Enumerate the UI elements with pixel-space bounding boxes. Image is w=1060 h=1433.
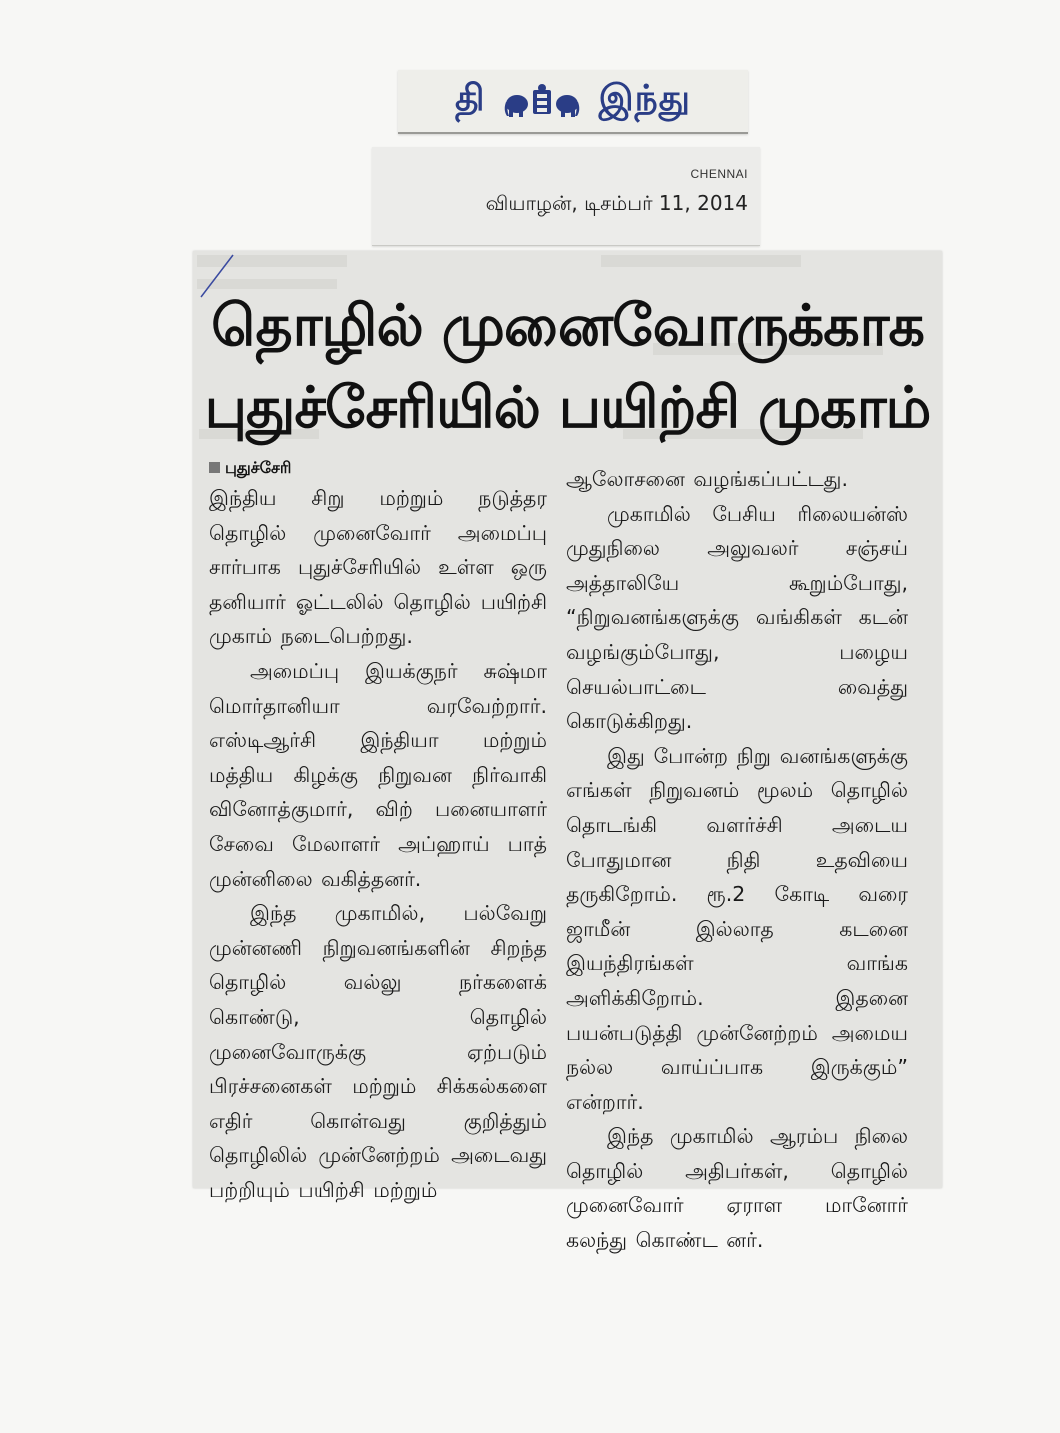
elephant-emblem-icon xyxy=(503,82,581,118)
headline-line-1: தொழில் முனைவோருக்காக xyxy=(211,293,924,359)
article-paragraph: அமைப்பு இயக்குநர் சுஷ்மா மொர்தானியா வரவேற்றார். எஸ்டிஆர்சி இந்தியா மற்றும் மத்திய கிழக்கு நிறுவன நிர்வாகி வினோத்குமார், விற் பனையாளர் சேவை மேலாளர் அப்ஹாய் பாத் முன்னிலை வகித்தனர். xyxy=(209,658,547,891)
article-column-right xyxy=(566,462,908,1258)
bleed-through-text xyxy=(601,255,801,267)
location-label: புதுச்சேரி xyxy=(225,458,292,477)
article-paragraph: இந்த முகாமில் ஆரம்ப நிலை தொழில் அதிபர்கள், தொழில் முனைவோர் ஏராள மானோர் கலந்து கொண்ட னர். xyxy=(566,1124,908,1253)
article-paragraph: ஆலோசனை வழங்கப்பட்டது. xyxy=(566,467,848,491)
logo-text-right: இந்து xyxy=(598,78,691,119)
newspaper-masthead xyxy=(398,70,748,134)
edition-city: CHENNAI xyxy=(690,167,748,181)
bullet-square-icon xyxy=(209,462,220,473)
dateline-clipping xyxy=(372,147,760,246)
publication-date: வியாழன், டிசம்பர் 11, 2014 xyxy=(485,191,748,215)
article-clipping xyxy=(193,251,942,1253)
article-column-left xyxy=(209,457,547,1207)
article-paragraph: இது போன்ற நிறு வனங்களுக்கு எங்கள் நிறுவனம் மூலம் தொழில் தொடங்கி வளர்ச்சி அடைய போதுமான நிதி உதவியை தருகிறோம். ரூ.2 கோடி வரை ஜாமீன் இல்லாத கடனை இயந்திரங்கள் வாங்க அளிக்கிறோம். இதனை பயன்படுத்தி முன்னேற்றம் அமைய நல்ல வாய்ப்பாக இருக்கும்” என்றார். xyxy=(566,743,908,1114)
headline-line-2: புதுச்சேரியில் பயிற்சி முகாம் xyxy=(204,375,931,441)
article-paragraph: இந்த முகாமில், பல்வேறு முன்னணி நிறுவனங்களின் சிறந்த தொழில் வல்லு நர்களைக் கொண்டு, தொழில் முனைவோருக்கு ஏற்படும் பிரச்சனைகள் மற்றும் சிக்கல்களை எதிர் கொள்வது குறித்தும் தொழிலில் முன்னேற்றம் அடைவது பற்றியும் பயிற்சி மற்றும் xyxy=(209,901,547,1202)
logo-text-left: தி xyxy=(455,78,486,119)
newspaper-logo xyxy=(398,78,748,124)
article-paragraph: இந்திய சிறு மற்றும் நடுத்தர தொழில் முனைவோர் அமைப்பு சார்பாக புதுச்சேரியில் உள்ள ஒரு தனியார் ஓட்டலில் தொழில் பயிற்சி முகாம் நடைபெற்றது. xyxy=(209,486,547,649)
article-paragraph: முகாமில் பேசிய ரிலையன்ஸ் முதுநிலை அலுவலர் சஞ்சய் அத்தாலியே கூறும்போது, “நிறுவனங்களுக்கு வங்கிகள் கடன் வழங்கும்போது, பழைய செயல்பாட்டை வைத்து கொடுக்கிறது. xyxy=(566,501,908,734)
location-kicker xyxy=(209,457,547,479)
